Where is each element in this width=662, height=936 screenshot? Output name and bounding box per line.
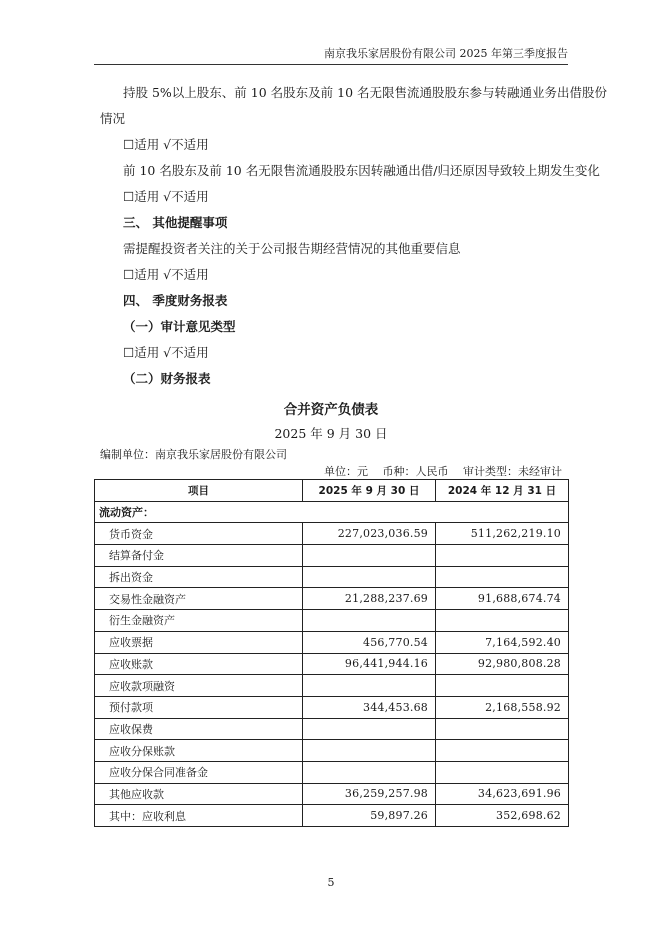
row-value-prior: 7,164,592.40 [436,631,569,653]
section-heading-quarterly-statements: 四、 季度财务报表 [123,293,228,308]
row-value-current [303,610,436,632]
table-row [95,523,569,545]
section-heading-other-reminders: 三、 其他提醒事项 [123,215,228,230]
row-value-current: 344,453.68 [303,696,436,718]
row-item-label: 交易性金融资产 [95,588,303,610]
row-item-label: 预付款项 [95,696,303,718]
row-item-label: 应收票据 [95,631,303,653]
applicability-option-3: ☐适用 √不适用 [123,267,209,282]
column-header-item: 项目 [95,480,303,502]
row-item-label: 应收款项融资 [95,675,303,697]
section-row [95,501,569,523]
running-header: 南京我乐家居股份有限公司 2025 年第三季度报告 [324,47,568,60]
statement-title: 合并资产负债表 [283,402,379,418]
section-label-current-assets: 流动资产： [95,501,569,523]
paragraph-lending-change: 前 10 名股东及前 10 名无限售流通股股东因转融通出借/归还原因导致较上期发生变化 [123,163,600,178]
row-value-current: 36,259,257.98 [303,783,436,805]
unit-label: 单位：元 [324,465,368,478]
table-row [95,566,569,588]
table-header-row [95,480,569,502]
paragraph-lending-disclosure-cont: 情况 [100,111,126,126]
currency-label: 币种：人民币 [382,465,449,478]
table-row [95,545,569,567]
row-value-current: 21,288,237.69 [303,588,436,610]
table-row [95,696,569,718]
row-value-prior [436,761,569,783]
row-value-prior [436,566,569,588]
balance-sheet-table [94,479,569,827]
row-item-label: 其中：应收利息 [95,805,303,827]
row-item-label: 货币资金 [95,523,303,545]
row-item-label: 应收账款 [95,653,303,675]
row-value-current [303,566,436,588]
table-row [95,631,569,653]
statement-date: 2025 年 9 月 30 日 [274,426,388,441]
row-value-prior: 91,688,674.74 [436,588,569,610]
row-value-current: 456,770.54 [303,631,436,653]
applicability-option-1: ☐适用 √不适用 [123,137,209,152]
audit-type-label: 审计类型：未经审计 [463,465,562,478]
row-value-current [303,718,436,740]
table-row [95,718,569,740]
row-item-label: 衍生金融资产 [95,610,303,632]
table-row [95,805,569,827]
row-value-prior [436,740,569,762]
table-row [95,675,569,697]
row-value-prior: 34,623,691.96 [436,783,569,805]
table-row [95,740,569,762]
table-row [95,610,569,632]
unit-line [94,463,562,479]
column-header-current: 2025 年 9 月 30 日 [303,480,436,502]
table-row [95,588,569,610]
row-value-current: 59,897.26 [303,805,436,827]
row-value-prior [436,675,569,697]
table-row [95,783,569,805]
row-value-prior [436,718,569,740]
applicability-option-2: ☐适用 √不适用 [123,189,209,204]
row-item-label: 应收分保合同准备金 [95,761,303,783]
row-value-prior: 2,168,558.92 [436,696,569,718]
header-rule [94,64,568,65]
row-item-label: 拆出资金 [95,566,303,588]
row-item-label: 结算备付金 [95,545,303,567]
applicability-option-4: ☐适用 √不适用 [123,345,209,360]
table-row [95,761,569,783]
row-value-prior [436,610,569,632]
row-value-prior: 511,262,219.10 [436,523,569,545]
table-row [95,653,569,675]
row-value-current [303,740,436,762]
compiler-line: 编制单位：南京我乐家居股份有限公司 [100,448,287,461]
row-value-prior: 92,980,808.28 [436,653,569,675]
row-item-label: 应收保费 [95,718,303,740]
row-value-current [303,761,436,783]
row-value-current [303,675,436,697]
row-value-current: 96,441,944.16 [303,653,436,675]
paragraph-lending-disclosure: 持股 5%以上股东、前 10 名股东及前 10 名无限售流通股股东参与转融通业务出借股份 [123,85,608,100]
column-header-prior: 2024 年 12 月 31 日 [436,480,569,502]
row-value-current [303,545,436,567]
row-value-prior [436,545,569,567]
page-number: 5 [327,876,335,889]
row-item-label: 其他应收款 [95,783,303,805]
row-value-current: 227,023,036.59 [303,523,436,545]
row-item-label: 应收分保账款 [95,740,303,762]
subsection-heading-financial-statements: （二）财务报表 [123,371,211,386]
paragraph-reminder-info: 需提醒投资者关注的关于公司报告期经营情况的其他重要信息 [123,241,461,256]
subsection-heading-audit-opinion: （一）审计意见类型 [123,319,236,334]
row-value-prior: 352,698.62 [436,805,569,827]
